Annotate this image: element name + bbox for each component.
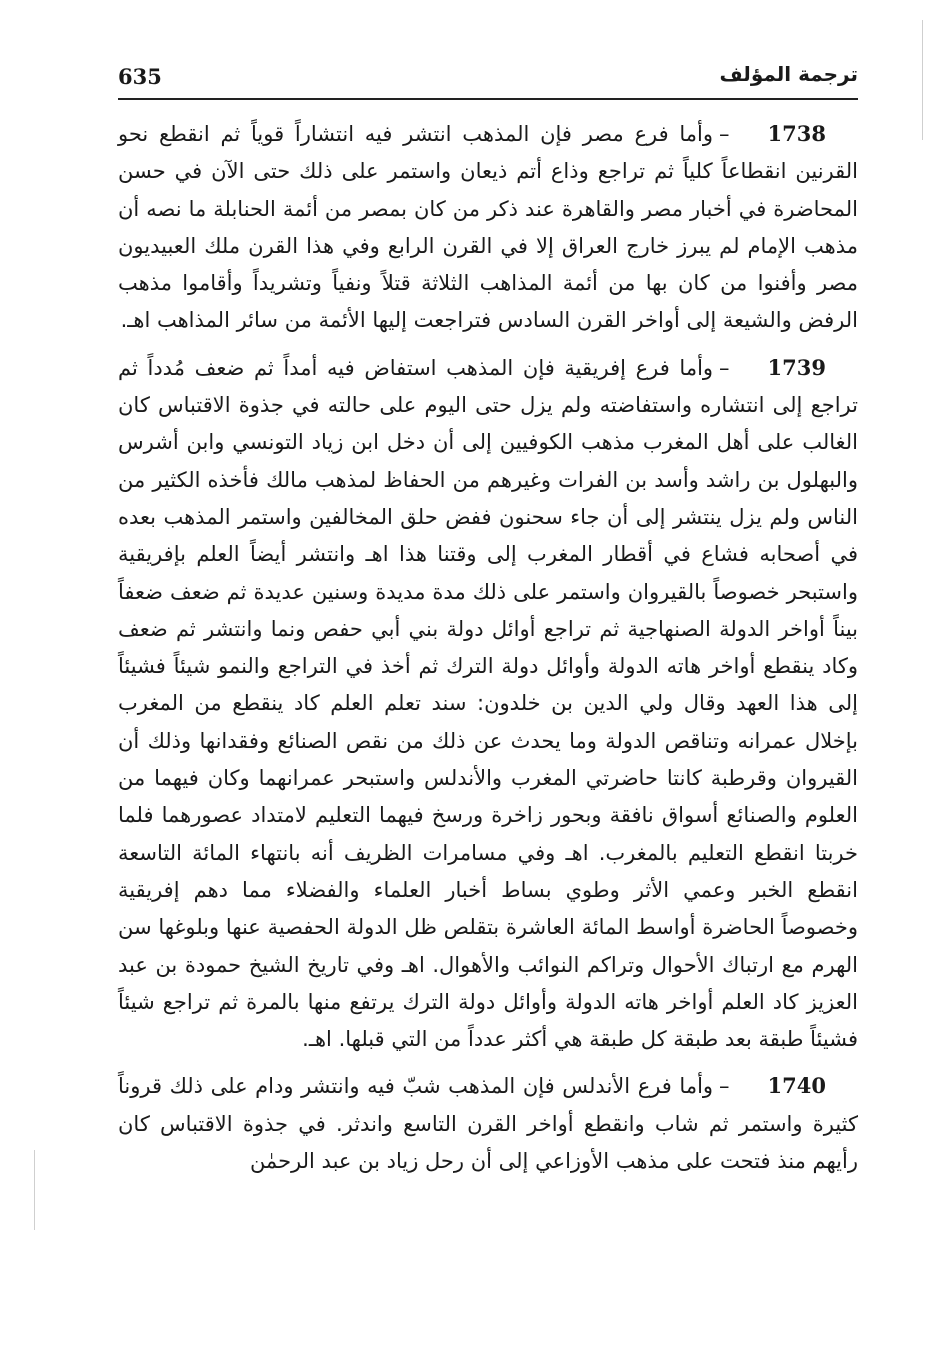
page-header xyxy=(118,58,858,100)
paragraph-text: وأما فرع الأندلس فإن المذهب شبّ فيه وانتشر ودام على ذلك قروناً كثيرة واستمر ثم شاب وانقطع أواخر القرن التاسع واندثر. في جذوة الاقتباس كان رأيهم منذ فتحت على مذهب الأوزاعي إلى أن رحل زياد بن عبد الرحمٰن xyxy=(118,1074,858,1174)
paragraph-1740 xyxy=(118,1067,858,1180)
paragraph-number: 1738 xyxy=(767,121,826,146)
paragraph-text: وأما فرع مصر فإن المذهب انتشر فيه انتشاراً قوياً ثم انقطع نحو القرنين انقطاعاً كلياً ثم تراجع وذاع أتم ذيعان واستمر على ذلك حتى الآن في حسن المحاضرة في أخبار مصر والقاهرة عند ذكر من كان بمصر من أئمة الحنابلة ما نصه أن مذهب الإمام لم يبرز خارج العراق إلا في القرن الرابع وفي هذا القرن ملك العبيديون مصر وأفنوا من كان بها من أئمة المذاهب الثلاثة قتلاً ونفياً وتشريداً وأقاموا مذهب الرفض والشيعة إلى أواخر القرن السادس فتراجعت إليها الأئمة من سائر المذاهب اهـ. xyxy=(118,122,858,333)
paragraph-dash: – xyxy=(719,355,730,380)
paragraph-number: 1739 xyxy=(767,354,826,380)
body-text xyxy=(118,115,858,1180)
scan-artifact-line xyxy=(34,1150,35,1230)
page-number: 635 xyxy=(118,64,162,89)
scan-artifact-line xyxy=(922,20,923,140)
paragraph-number: 1740 xyxy=(767,1073,826,1099)
paragraph-1738 xyxy=(118,115,858,340)
paragraph-1739 xyxy=(118,349,858,1059)
paragraph-text: وأما فرع إفريقية فإن المذهب استفاض فيه أمداً ثم ضعف مُدداً ثم تراجع إلى انتشاره واستفاضته ولم يزل حتى اليوم على حالته في جذوة الاقتباس كان الغالب على أهل المغرب مذهب الكوفيين إلى أن دخل ابن زياد التونسي وابن أشرس والبهلول بن راشد وأسد بن الفرات وغيرهم من الحفاظ لمذهب مالك فأخذه الكثير من الناس ولم يزل ينتشر إلى أن جاء سحنون ففض حلق المخالفين واستمر المذهب بعده في أصحابه فشاع في أقطار المغرب إلى وقتنا هذا اهـ وانتشر أيضاً العلم بإفريقية واستبحر خصوصاً بالقيروان واستمر على ذلك مدة مديدة وسنين عديدة ثم ضعف ضعفاً بيناً أواخر الدولة الصنهاجية ثم تراجع أوائل دولة بني أبي حفص ونما وانتشر ثم ضعف وكاد ينقطع أواخر هاته الدولة وأوائل دولة الترك ثم أخذ في التراجع والنمو شيئاً فشيئاً إلى هذا العهد وقال ولي الدين بن خلدون: سند تعلم العلم كاد ينقطع من المغرب بإخلال عمرانه وتناقص الدولة وما يحدث عن ذلك من نقص الصنائع وفقدانها وذلك أن القيروان وقرطبة كانتا حاضرتي المغرب والأندلس واستبحر عمرانهما وكان فيهما من العلوم والصنائع أسواق نافقة وبحور زاخرة ورسخ فيهما التعليم لامتداد عصورهما فلما خربتا انقطع التعليم بالمغرب. اهـ وفي مسامرات الظريف أنه بانتهاء المائة التاسعة انقطع الخبر وعمي الأثر وطوي بساط أخبار العلماء والفضلاء مما دهم إفريقية وخصوصاً الحاضرة أواسط المائة العاشرة بتقلص ظل الدولة الحفصية عنها وبلوغها سن الهرم مع ارتباك الأحوال وتراكم النوائب والأهوال. اهـ وفي تاريخ الشيخ حمودة بن عبد العزيز كاد العلم أواخر هاته الدولة وأوائل دولة الترك يرتفع منها بالمرة ثم تراجع شيئاً فشيئاً طبقة بعد طبقة كل طبقة هي أكثر عدداً من التي قبلها. اهـ. xyxy=(118,355,858,1052)
running-title: ترجمة المؤلف xyxy=(719,62,858,86)
paragraph-dash: – xyxy=(719,1074,730,1099)
paragraph-dash: – xyxy=(719,122,730,146)
